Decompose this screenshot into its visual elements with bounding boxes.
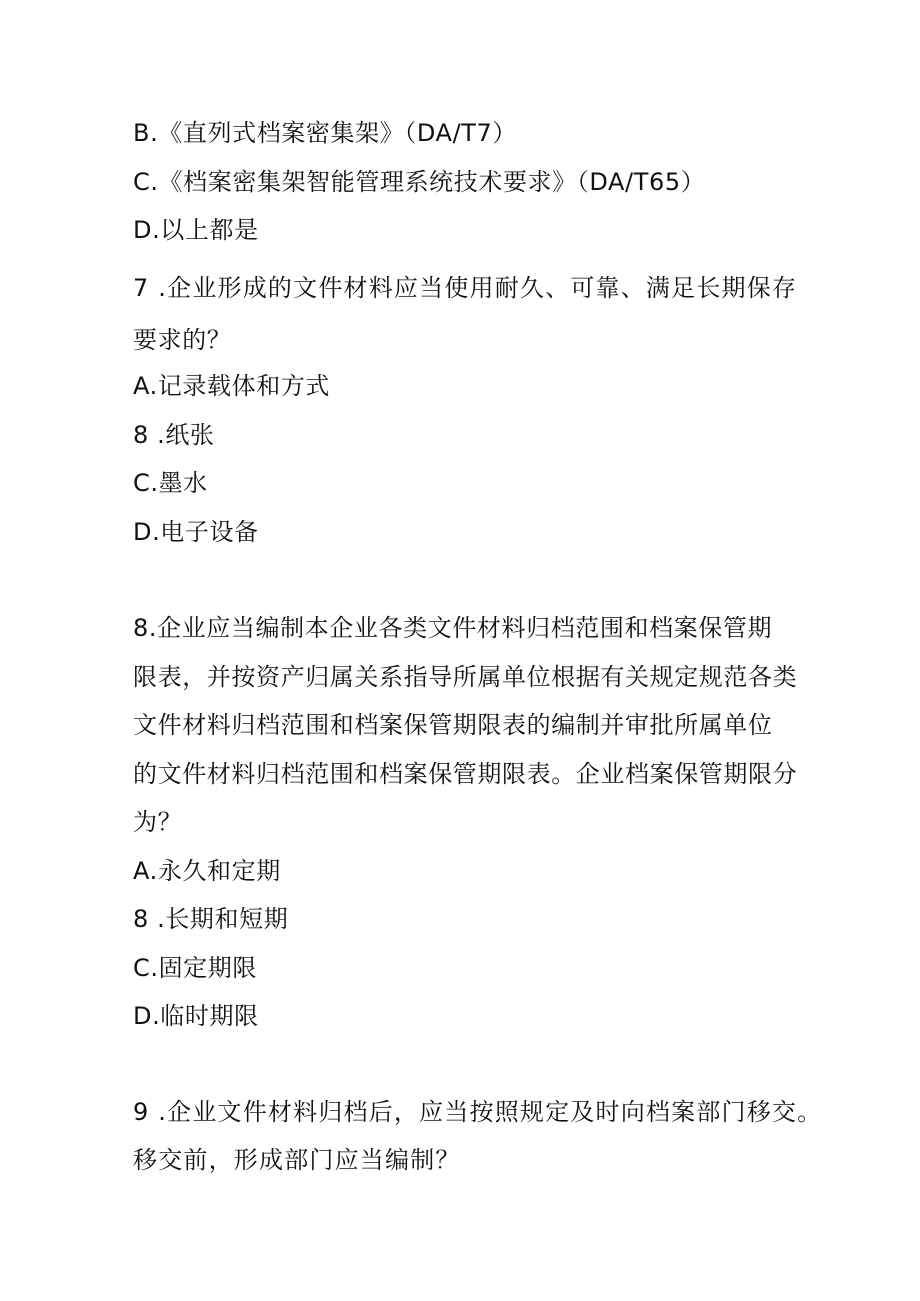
q8-question-line-1: 8.企业应当编制本企业各类文件材料归档范围和档案保管期 [133,614,773,642]
q7-question-line-2: 要求的？ [133,326,232,354]
q9-question-line-2: 移交前，形成部门应当编制？ [133,1146,461,1174]
q9-question-line-1: 9 .企业文件材料归档后，应当按照规定及时向档案部门移交。 [133,1098,823,1126]
q8-option-b: 8 .长期和短期 [133,905,289,933]
q8-option-c: C.固定期限 [133,954,257,982]
q7-option-c: C.墨水 [133,469,208,497]
q8-option-a: A.永久和定期 [133,857,281,885]
q8-question-line-5: 为？ [133,808,183,836]
q8-option-d: D.临时期限 [133,1002,259,1030]
q6-option-d: D.以上都是 [133,216,259,244]
q6-option-c: C.《档案密集架智能管理系统技术要求》（DA/T65） [133,168,706,196]
q7-option-d: D.电子设备 [133,518,259,546]
q7-question-line-1: 7 .企业形成的文件材料应当使用耐久、可靠、满足长期保存 [133,274,798,302]
q7-option-b: 8 .纸张 [133,421,215,449]
q8-question-line-4: 的文件材料归档范围和档案保管期限表。企业档案保管期限分 [133,760,798,788]
q8-question-line-3: 文件材料归档范围和档案保管期限表的编制并审批所属单位 [133,711,773,739]
q8-question-line-2: 限表，并按资产归属关系指导所属单位根据有关规定规范各类 [133,663,798,691]
q7-option-a: A.记录载体和方式 [133,372,331,400]
q6-option-b: B.《直列式档案密集架》（DA/T7） [133,119,517,147]
